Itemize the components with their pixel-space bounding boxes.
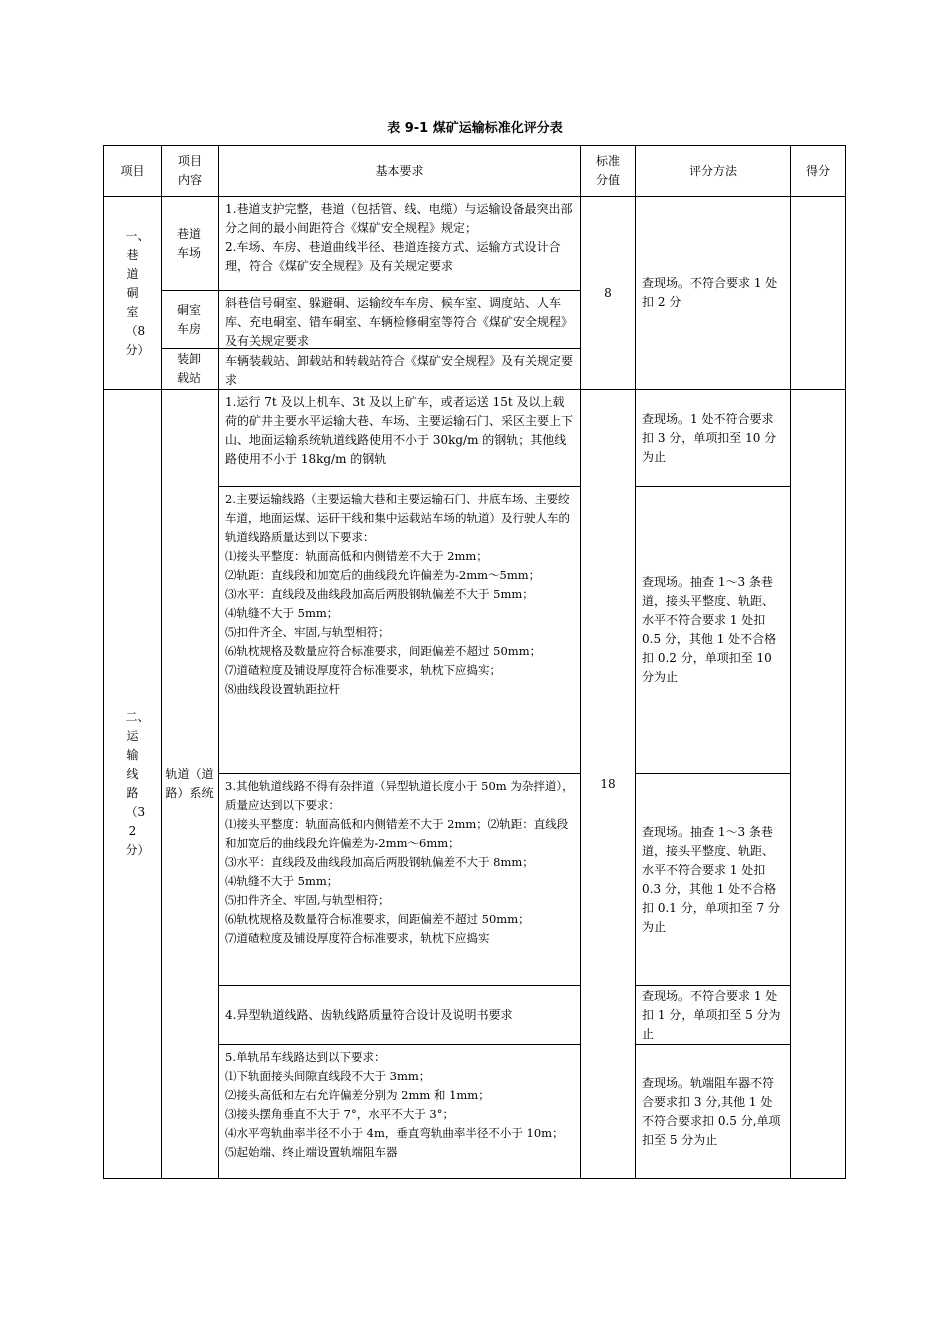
section2-score: 18 [600,776,616,791]
section1-content-1: 巷道车场 [176,226,201,260]
section2-req-1: 1.运行 7t 及以上机车、3t 及以上矿车，或者运送 15t 及以上载荷的矿井主要水平运输大巷、车场、主要运输石门、采区主要上下山、地面运输系统轨道线路使用不小于 30kg/m 的钢轨；其他线路使用不小于 18kg/m 的钢轨 [225,395,574,466]
section1-method: 查现场。不符合要求 1 处扣 2 分 [642,276,778,309]
section2-method-1: 查现场。1 处不符合要求扣 3 分，单项扣至 10 分为止 [642,411,777,464]
section1-project: 一、巷道硐室（8分） [125,228,150,357]
section1-req-3: 车辆装载站、卸载站和转载站符合《煤矿安全规程》及有关规定要求 [225,354,574,387]
section2-req-5: 5.单轨吊车线路达到以下要求： ⑴下轨面接头间隙直线段不大于 3mm； ⑵接头高低和左右允许偏差分别为 2mm 和 1mm； ⑶接头摆角垂直不大于 7°，水平不大于 3°； ⑷水平弯轨曲率半径不小于 4m，垂直弯轨曲率半径不小于 10m； ⑸起始端、终止端设置轨端阻车器 [225,1050,564,1159]
section1-req-2: 斜巷信号硐室、躲避硐、运输绞车车房、候车室、调度站、人车库、充电硐室、错车硐室、车辆检修硐室等符合《煤矿安全规程》及有关规定要求 [225,296,574,348]
header-got: 得分 [805,163,830,178]
section2-method-4: 查现场。不符合要求 1 处扣 1 分，单项扣至 5 分为止 [642,988,781,1041]
section2-project: 二、运输线路（32分） [125,710,150,857]
section2-method-3: 查现场。抽查 1～3 条巷道，接头平整度、轨距、水平不符合要求 1 处扣 0.3 分，其他 1 处不合格扣 0.1 分，单项扣至 7 分为止 [642,824,780,934]
header-method: 评分方法 [688,163,737,178]
header-project: 项目 [120,163,145,178]
section2-req-2: 2.主要运输线路（主要运输大巷和主要运输石门、井底车场、主要绞车道，地面运煤、运矸干线和集中运载站车场的轨道）及行驶人车的轨道线路质量达到以下要求： ⑴接头平整度：轨面高低和内侧错差不大于 2mm； ⑵轨距：直线段和加宽后的曲线段允许偏差为-2mm～5mm； ⑶水平：直线段及曲线段加高后两股钢轨偏差不大于 5mm； ⑷轨缝不大于 5mm； ⑸扣件齐全、牢固,与轨型相符； ⑹轨枕规格及数量应符合标准要求，间距偏差不超过 50mm； ⑺道碴粒度及铺设厚度符合标准要求，轨枕下应捣实； ⑻曲线段设置轨距拉杆 [225,492,570,696]
section1-content-2: 硐室车房 [176,302,201,336]
header-content: 项目内容 [177,154,202,187]
section1-score: 8 [604,285,612,300]
table-title: 表 9-1 煤矿运输标准化评分表 [387,121,563,136]
section2-method-5: 查现场。轨端阻车器不符合要求扣 3 分,其他 1 处不符合要求扣 0.5 分,单项扣至 5 分为止 [642,1075,781,1147]
section1-content-3: 装卸载站 [176,352,201,385]
section2-content: 轨道（道路）系统 [165,767,214,800]
header-requirement: 基本要求 [375,163,424,178]
header-score: 标准分值 [595,154,620,187]
section2-req-4: 4.异型轨道线路、齿轨线路质量符合设计及说明书要求 [225,1007,513,1022]
section1-req-1: 1.巷道支护完整，巷道（包括管、线、电缆）与运输设备最突出部分之间的最小间距符合《煤矿安全规程》规定； 2.车场、车房、巷道曲线半径、巷道连接方式、运输方式设计合理，符合《煤矿安全规程》及有关规定要求 [225,202,573,273]
section2-req-3: 3.其他轨道线路不得有杂拌道（异型轨道长度小于 50m 为杂拌道），质量应达到以下要求： ⑴接头平整度：轨面高低和内侧错差不大于 2mm；⑵轨距：直线段和加宽后的曲线段允许偏差为-2mm～6mm； ⑶水平：直线段及曲线段加高后两股钢轨偏差不大于 8mm； ⑷轨缝不大于 5mm； ⑸扣件齐全、牢固,与轨型相符； ⑹轨枕规格及数量符合标准要求，间距偏差不超过 50mm； ⑺道碴粒度及铺设厚度符合标准要求，轨枕下应捣实 [225,779,574,945]
section2-method-2: 查现场。抽查 1～3 条巷道，接头平整度、轨距、水平不符合要求 1 处扣 0.5 分，其他 1 处不合格扣 0.2 分，单项扣至 10 分为止 [642,575,777,684]
